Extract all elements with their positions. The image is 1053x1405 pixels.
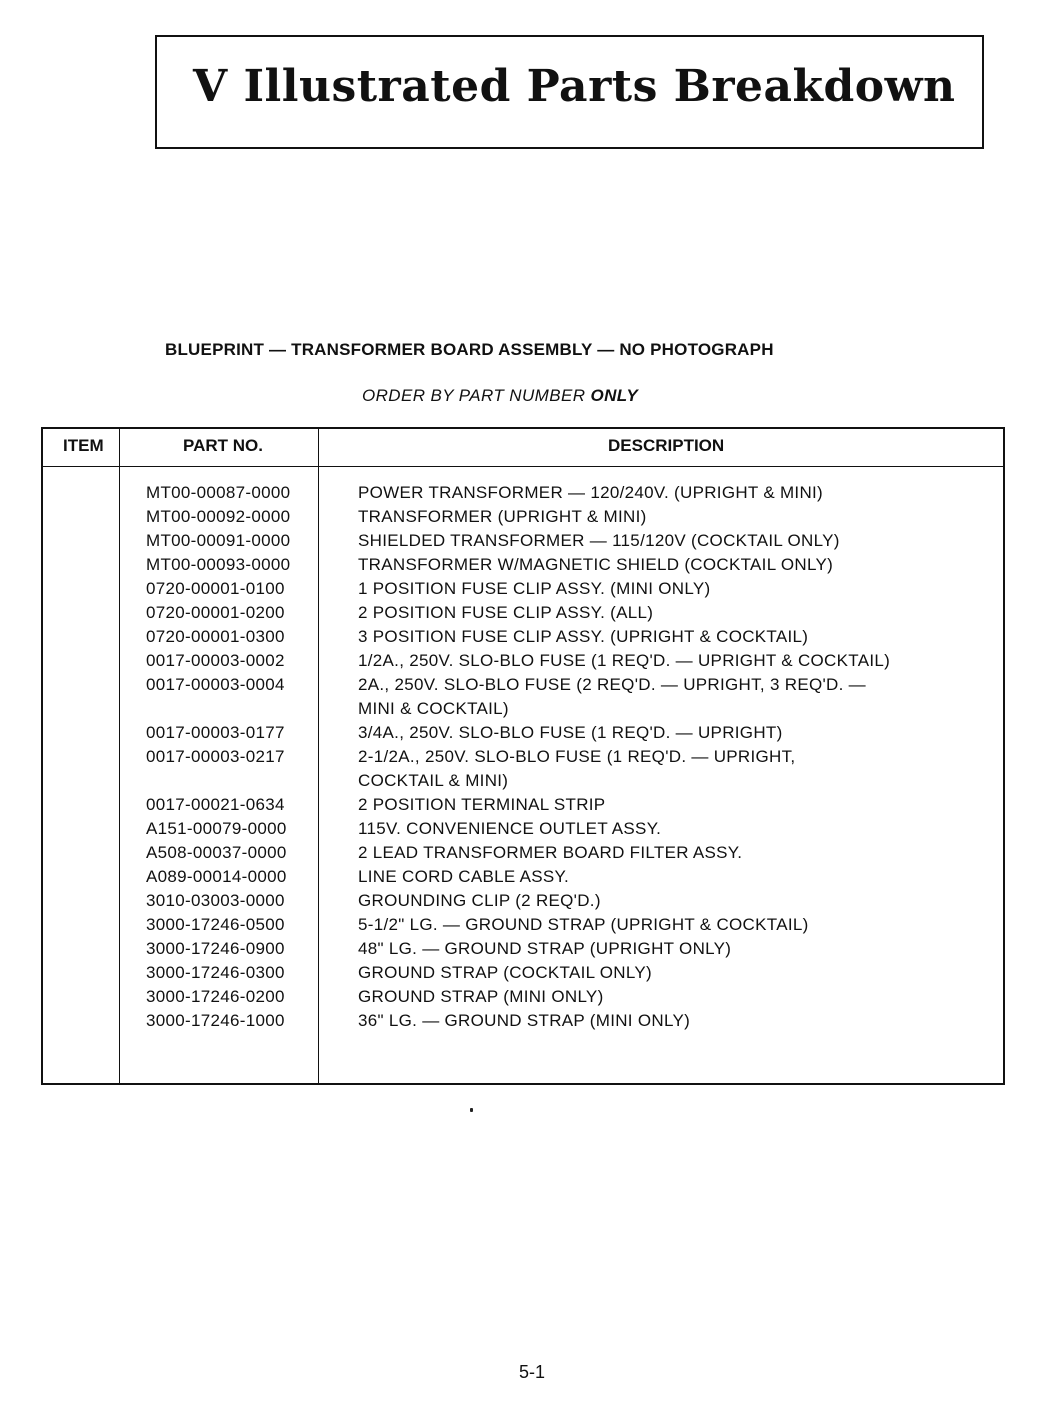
part-description: GROUNDING CLIP (2 REQ'D.) [358, 891, 601, 910]
table-header [43, 429, 1003, 467]
header-description: DESCRIPTION [608, 436, 725, 455]
part-description: 3/4A., 250V. SLO-BLO FUSE (1 REQ'D. — UPRIGHT) [358, 723, 783, 742]
part-number: MT00-00087-0000 [146, 483, 291, 502]
order-note-emphasis: ONLY [590, 386, 639, 405]
part-number: 3000-17246-1000 [146, 1011, 285, 1030]
table-row [43, 817, 1003, 841]
header-item: ITEM [63, 436, 104, 455]
table-row [43, 913, 1003, 937]
part-description: GROUND STRAP (COCKTAIL ONLY) [358, 963, 652, 982]
part-number: 0720-00001-0100 [146, 579, 285, 598]
table-row [43, 505, 1003, 529]
table-row [43, 481, 1003, 505]
table-row [43, 529, 1003, 553]
part-number: 3000-17246-0900 [146, 939, 285, 958]
table-row [43, 625, 1003, 649]
part-description: 2 POSITION TERMINAL STRIP [358, 795, 606, 814]
table-row [43, 985, 1003, 1009]
part-description: 2-1/2A., 250V. SLO-BLO FUSE (1 REQ'D. — UPRIGHT, COCKTAIL & MINI) [358, 747, 796, 790]
table-row [43, 745, 1003, 793]
part-description: 2A., 250V. SLO-BLO FUSE (2 REQ'D. — UPRIGHT, 3 REQ'D. — MINI & COCKTAIL) [358, 675, 866, 718]
order-note-text: ORDER BY PART NUMBER [362, 386, 591, 405]
part-number: A508-00037-0000 [146, 843, 287, 862]
part-number: MT00-00091-0000 [146, 531, 291, 550]
part-number: MT00-00092-0000 [146, 507, 291, 526]
table-row [43, 649, 1003, 673]
part-description: GROUND STRAP (MINI ONLY) [358, 987, 604, 1006]
table-row [43, 601, 1003, 625]
part-number: 3000-17246-0300 [146, 963, 285, 982]
title-box [155, 35, 984, 149]
stray-mark [470, 1108, 473, 1112]
part-description: 2 POSITION FUSE CLIP ASSY. (ALL) [358, 603, 654, 622]
header-part-no: PART NO. [183, 436, 263, 455]
part-description: 3 POSITION FUSE CLIP ASSY. (UPRIGHT & COCKTAIL) [358, 627, 809, 646]
parts-table [41, 427, 1005, 1085]
table-row [43, 793, 1003, 817]
table-row [43, 865, 1003, 889]
part-number: 0017-00003-0217 [146, 747, 285, 766]
part-number: 0720-00001-0300 [146, 627, 285, 646]
table-row [43, 553, 1003, 577]
section-heading: BLUEPRINT — TRANSFORMER BOARD ASSEMBLY — NO PHOTOGRAPH [165, 340, 774, 359]
part-number: 0720-00001-0200 [146, 603, 285, 622]
table-body [43, 481, 1003, 1033]
table-row [43, 577, 1003, 601]
part-description: 5-1/2" LG. — GROUND STRAP (UPRIGHT & COCKTAIL) [358, 915, 809, 934]
part-description: LINE CORD CABLE ASSY. [358, 867, 570, 886]
part-number: 0017-00021-0634 [146, 795, 285, 814]
part-number: 3000-17246-0200 [146, 987, 285, 1006]
part-description: 36" LG. — GROUND STRAP (MINI ONLY) [358, 1011, 691, 1030]
part-description: POWER TRANSFORMER — 120/240V. (UPRIGHT & MINI) [358, 483, 824, 502]
table-row [43, 937, 1003, 961]
page-number: 5-1 [519, 1362, 546, 1382]
part-description: 48" LG. — GROUND STRAP (UPRIGHT ONLY) [358, 939, 732, 958]
part-number: 0017-00003-0177 [146, 723, 285, 742]
part-number: 0017-00003-0004 [146, 675, 285, 694]
part-number: MT00-00093-0000 [146, 555, 291, 574]
table-row [43, 841, 1003, 865]
table-row [43, 1009, 1003, 1033]
table-row [43, 961, 1003, 985]
table-row [43, 721, 1003, 745]
part-number: 3010-03003-0000 [146, 891, 285, 910]
part-description: TRANSFORMER (UPRIGHT & MINI) [358, 507, 647, 526]
order-note [362, 386, 638, 406]
part-number: 3000-17246-0500 [146, 915, 285, 934]
part-description: TRANSFORMER W/MAGNETIC SHIELD (COCKTAIL ONLY) [358, 555, 834, 574]
table-row [43, 673, 1003, 721]
table-row [43, 889, 1003, 913]
part-description: 115V. CONVENIENCE OUTLET ASSY. [358, 819, 662, 838]
part-description: 2 LEAD TRANSFORMER BOARD FILTER ASSY. [358, 843, 743, 862]
part-number: A151-00079-0000 [146, 819, 287, 838]
part-description: 1 POSITION FUSE CLIP ASSY. (MINI ONLY) [358, 579, 711, 598]
part-description: 1/2A., 250V. SLO-BLO FUSE (1 REQ'D. — UPRIGHT & COCKTAIL) [358, 651, 891, 670]
part-number: 0017-00003-0002 [146, 651, 285, 670]
page-title: V Illustrated Parts Breakdown [193, 61, 956, 112]
part-number: A089-00014-0000 [146, 867, 287, 886]
part-description: SHIELDED TRANSFORMER — 115/120V (COCKTAIL ONLY) [358, 531, 840, 550]
